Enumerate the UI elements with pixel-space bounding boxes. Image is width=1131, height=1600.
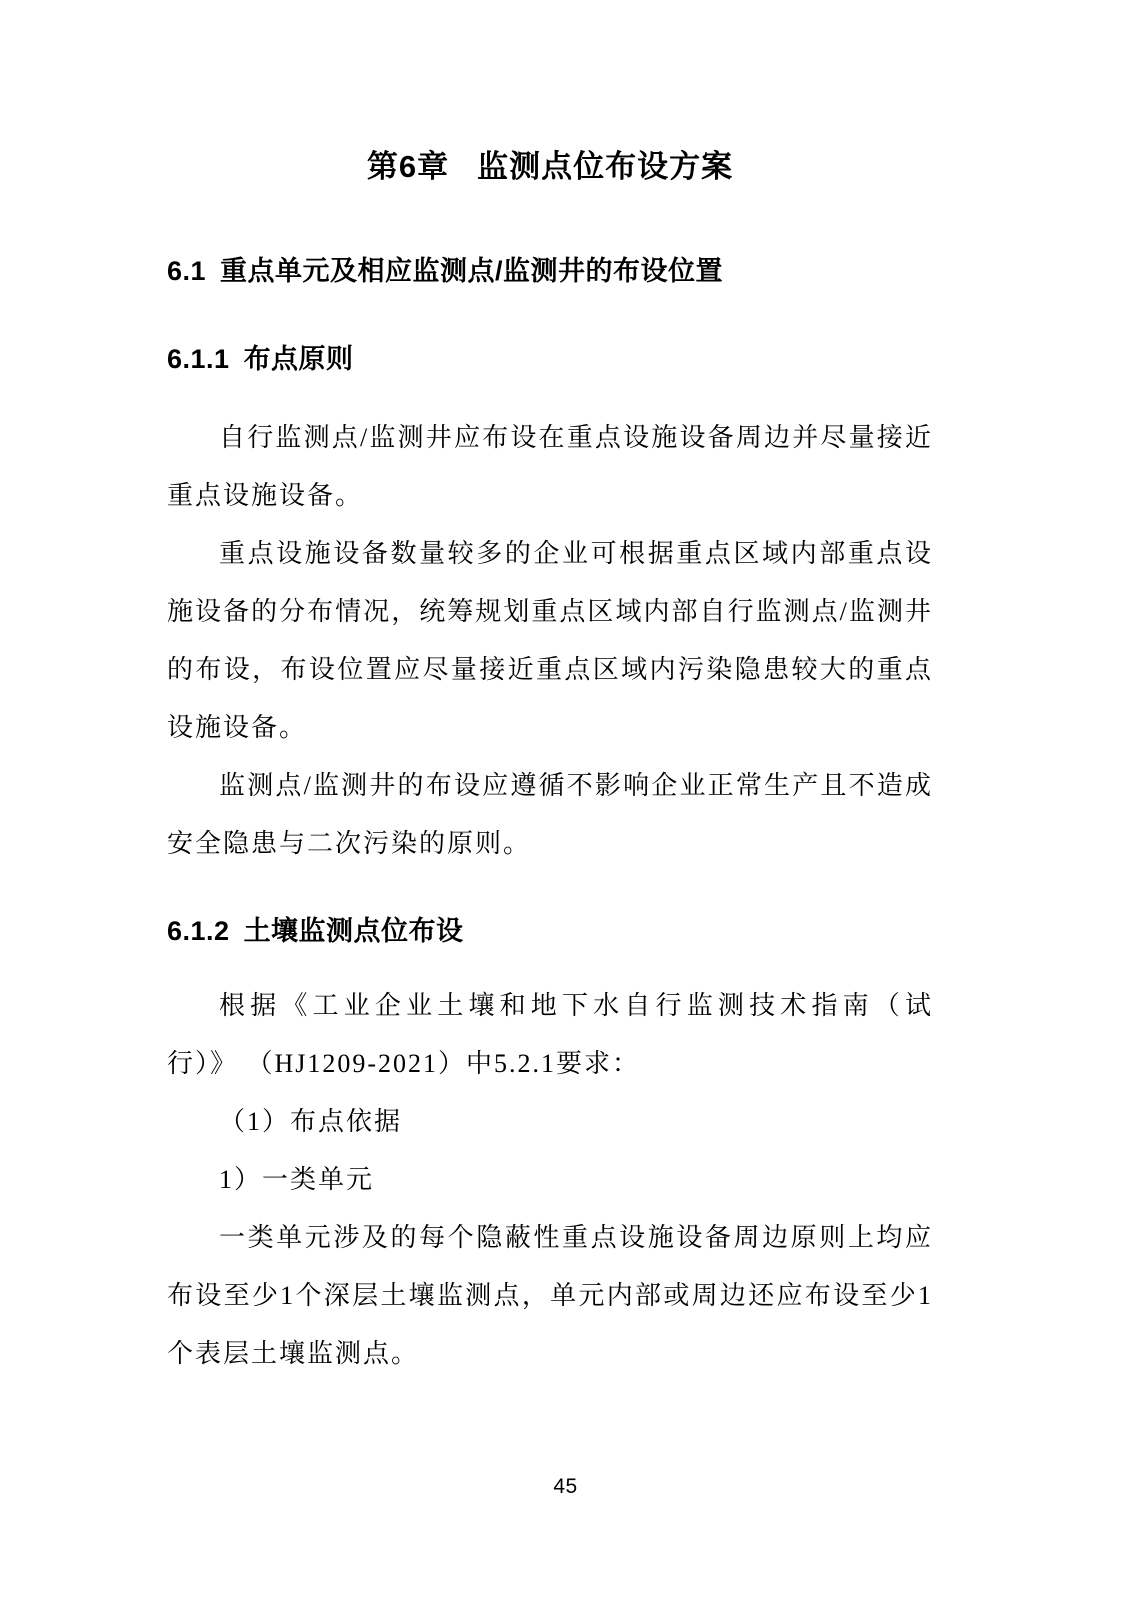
paragraph-6-1-1-p3: 监测点/监测井的布设应遵循不影响企业正常生产且不造成安全隐患与二次污染的原则。: [167, 771, 933, 858]
paragraph-6-1-2-p4: 一类单元涉及的每个隐蔽性重点设施设备周边原则上均应布设至少1个深层土壤监测点，单元内部或周边还应布设至少1个表层土壤监测点。: [167, 1223, 933, 1368]
paragraph-6-1-2-p1: 根据《工业企业土壤和地下水自行监测技术指南（试行）》 （HJ1209-2021）中5.2.1要求：: [167, 991, 933, 1078]
chapter-title-text: 监测点位布设方案: [477, 149, 734, 184]
page-content: [167, 0, 933, 1383]
subsection-number-6-1-1: 6.1.1: [167, 344, 230, 374]
subsection-heading-6-1-1: [167, 341, 933, 377]
subsection-title-6-1-1: 布点原则: [243, 344, 354, 374]
subsection-number-6-1-2: 6.1.2: [167, 916, 230, 946]
chapter-heading: [167, 145, 933, 189]
subsection-heading-6-1-2: [167, 913, 933, 949]
section-number-6-1: 6.1: [167, 256, 207, 286]
paragraph-6-1-2-p3: 1）一类单元: [219, 1165, 375, 1194]
section-title-6-1: 重点单元及相应监测点/监测井的布设位置: [220, 256, 724, 286]
paragraph-6-1-1-p1: 自行监测点/监测井应布设在重点设施设备周边并尽量接近重点设施设备。: [167, 423, 933, 510]
section-heading-6-1: [167, 253, 933, 289]
paragraph-6-1-1-p2: 重点设施设备数量较多的企业可根据重点区域内部重点设施设备的分布情况，统筹规划重点区域内部自行监测点/监测井的布设，布设位置应尽量接近重点区域内污染隐患较大的重点设施设备。: [167, 539, 933, 742]
page-number: 45: [553, 1475, 578, 1498]
chapter-number: 第6章: [366, 149, 450, 184]
paragraph-6-1-2-p2: （1）布点依据: [219, 1107, 403, 1136]
subsection-title-6-1-2: 土壤监测点位布设: [243, 916, 464, 946]
